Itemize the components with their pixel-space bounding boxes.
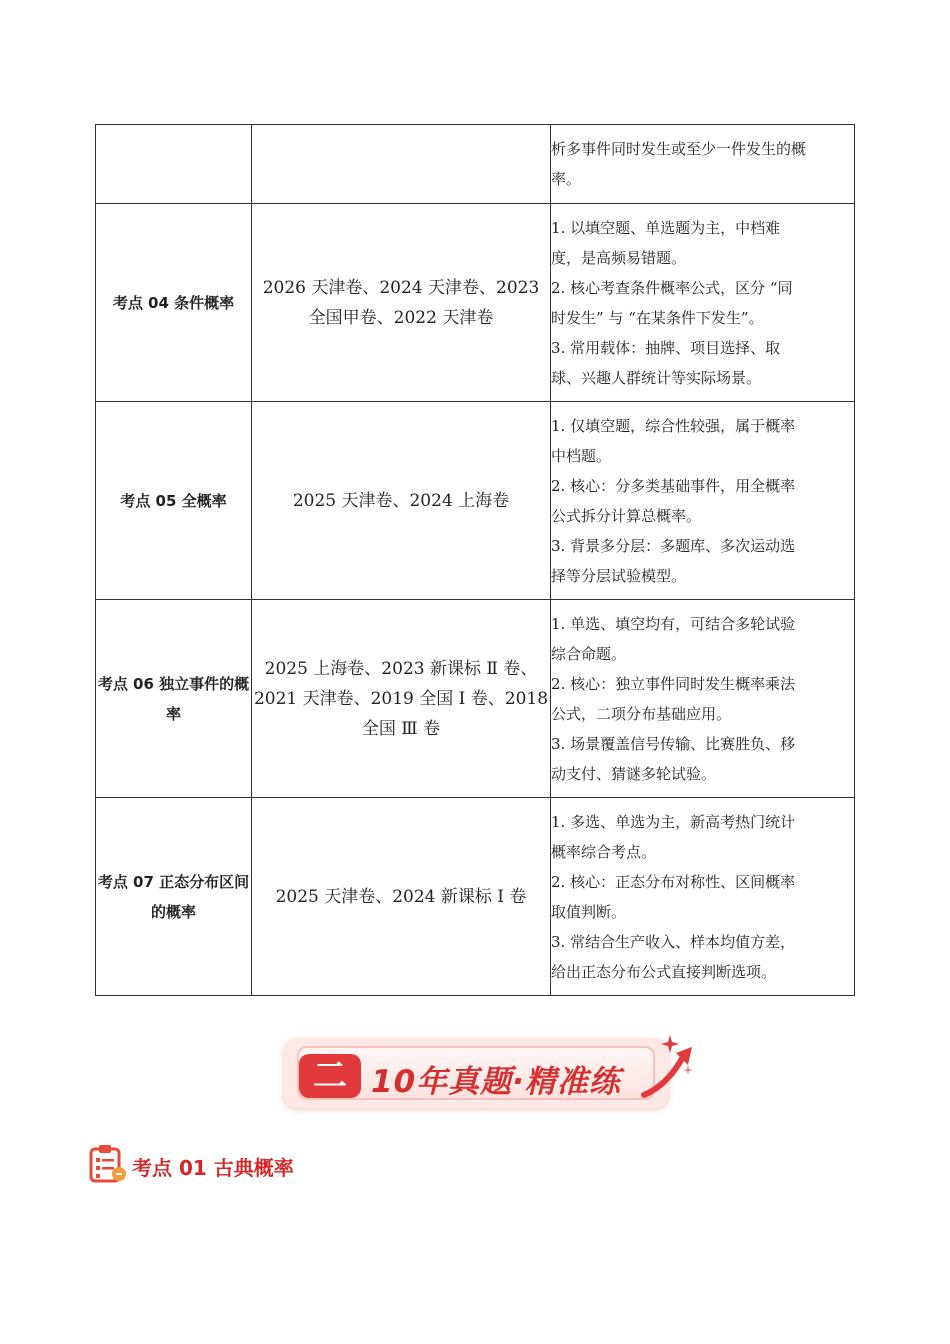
- note-line: 3. 背景多分层：多题库、多次运动选: [551, 536, 796, 555]
- notes-cell: [551, 600, 855, 798]
- topic-cell: 考点 05 全概率: [96, 402, 252, 600]
- papers-cell: 2026 天津卷、2024 天津卷、2023 全国甲卷、2022 天津卷: [252, 204, 551, 402]
- note-line: 率。: [551, 170, 582, 188]
- topic-cell: [96, 125, 252, 204]
- notes-cell: [551, 402, 855, 600]
- papers-cell: [252, 125, 551, 204]
- note-line: 度，是高频易错题。: [551, 248, 687, 267]
- table-row: [96, 204, 855, 402]
- topic-cell: 考点 07 正态分布区间的概率: [96, 798, 252, 996]
- banner-badge: 二: [299, 1054, 361, 1098]
- note-line: 1. 仅填空题，综合性较强，属于概率: [551, 416, 796, 435]
- note-line: 3. 常结合生产收入、样本均值方差，: [551, 932, 796, 951]
- sparkle-arrow-icon: [640, 1033, 700, 1103]
- note-line: 给出正态分布公式直接判断选项。: [551, 962, 777, 981]
- papers-cell: 2025 上海卷、2023 新课标 Ⅱ 卷、2021 天津卷、2019 全国 Ⅰ 卷、2018 全国 Ⅲ 卷: [252, 600, 551, 798]
- note-line: 概率综合考点。: [551, 842, 657, 861]
- note-line: 3. 场景覆盖信号传输、比赛胜负、移: [551, 734, 796, 753]
- notes-cell: [551, 204, 855, 402]
- papers-cell: 2025 天津卷、2024 上海卷: [252, 402, 551, 600]
- table-row: [96, 402, 855, 600]
- notes-cell: [551, 125, 855, 204]
- note-line: 2. 核心：分多类基础事件，用全概率: [551, 476, 796, 495]
- clipboard-list-icon: [88, 1143, 128, 1183]
- note-line: 取值判断。: [551, 902, 627, 921]
- note-line: 析多事件同时发生或至少一件发生的概: [551, 140, 807, 158]
- note-line: 时发生” 与 “在某条件下发生”。: [551, 308, 764, 327]
- note-line: 1. 以填空题、单选题为主，中档难: [551, 218, 781, 237]
- note-line: 2. 核心：独立事件同时发生概率乘法: [551, 674, 796, 693]
- note-line: 球、兴趣人群统计等实际场景。: [551, 368, 762, 387]
- note-line: 动支付、猜谜多轮试验。: [551, 764, 717, 783]
- note-line: 2. 核心：正态分布对称性、区间概率: [551, 872, 796, 891]
- section-title: 考点 01 古典概率: [132, 1156, 294, 1180]
- note-line: 公式拆分计算总概率。: [551, 506, 702, 525]
- topic-cell: 考点 04 条件概率: [96, 204, 252, 402]
- note-line: 公式，二项分布基础应用。: [551, 704, 732, 723]
- note-line: 1. 多选、单选为主，新高考热门统计: [551, 812, 796, 831]
- note-line: 2. 核心考查条件概率公式，区分 “同: [551, 278, 793, 297]
- table-row: [96, 125, 855, 204]
- papers-cell: 2025 天津卷、2024 新课标 Ⅰ 卷: [252, 798, 551, 996]
- note-line: 中档题。: [551, 446, 612, 465]
- note-line: 择等分层试验模型。: [551, 566, 687, 585]
- exam-points-table: [95, 124, 855, 996]
- table-row: [96, 798, 855, 996]
- table-row: [96, 600, 855, 798]
- note-line: 3. 常用载体：抽牌、项目选择、取: [551, 338, 781, 357]
- notes-cell: [551, 798, 855, 996]
- topic-cell: 考点 06 独立事件的概率: [96, 600, 252, 798]
- banner-title: 10年真题·精准练: [371, 1064, 621, 1100]
- note-line: 1. 单选、填空均有，可结合多轮试验: [551, 614, 796, 633]
- note-line: 综合命题。: [551, 644, 627, 663]
- section-banner: [275, 1028, 700, 1120]
